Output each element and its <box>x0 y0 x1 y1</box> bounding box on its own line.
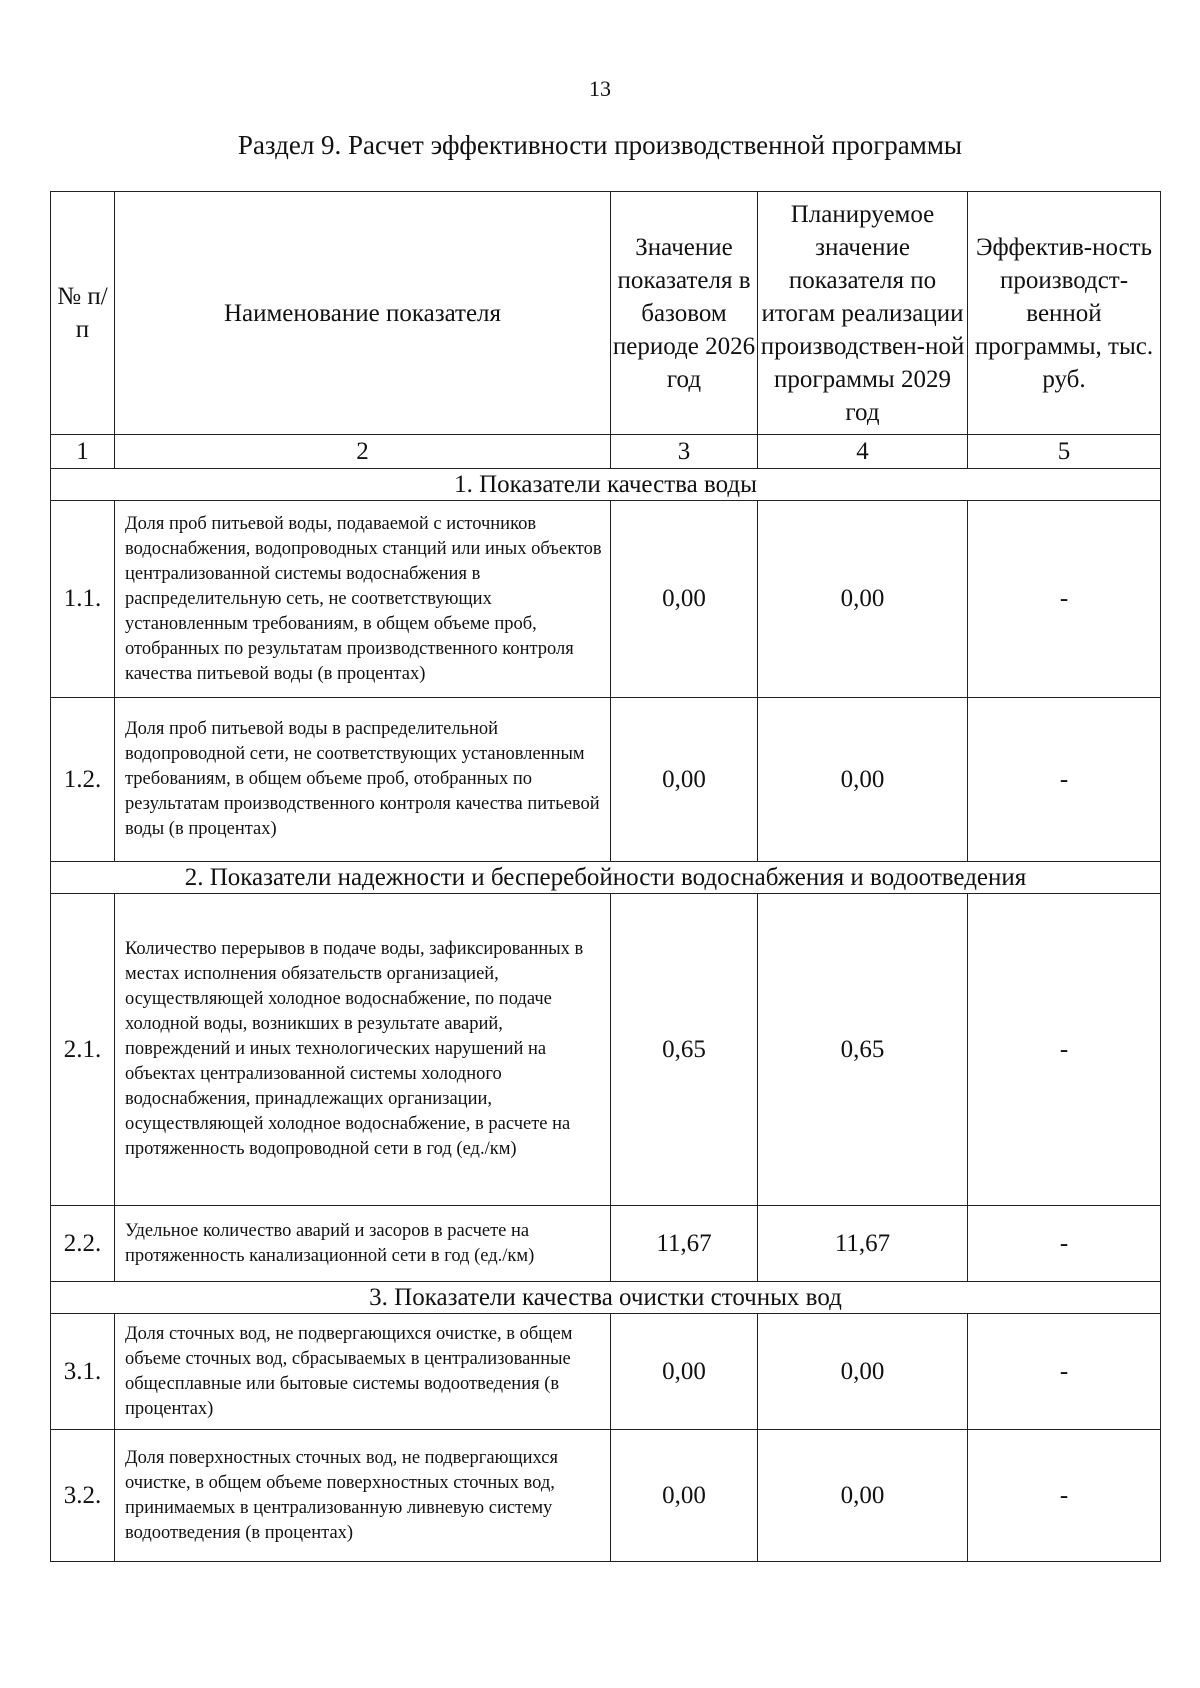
table-row <box>51 501 1161 698</box>
efficiency-value: - <box>968 1430 1161 1562</box>
indicator-name: Количество перерывов в подаче воды, зафиксированных в местах исполнения обязательств организацией, осуществляющей холодное водоснабжение, по подаче холодной воды, возникших в результате аварий, повреждений и иных технологических нарушений на объектах централизованной системы холодного водоснабжения, принадлежащих организации, осуществляющей холодное водоснабжение, в расчете на протяженность водопроводной сети в год (ед./км) <box>115 894 611 1206</box>
table-row <box>51 1314 1161 1430</box>
efficiency-table <box>50 191 1161 1562</box>
column-number: 1 <box>51 435 115 469</box>
column-number: 2 <box>115 435 611 469</box>
row-number: 2.2. <box>51 1206 115 1282</box>
planned-value: 0,00 <box>758 1430 968 1562</box>
section-header-row <box>51 862 1161 894</box>
row-number: 2.1. <box>51 894 115 1206</box>
planned-value: 0,65 <box>758 894 968 1206</box>
efficiency-value: - <box>968 698 1161 862</box>
column-number: 3 <box>611 435 758 469</box>
page-number: 13 <box>589 76 611 101</box>
header-base-value: Значение показателя в базовом периоде 2026 год <box>611 192 758 435</box>
column-number-row <box>51 435 1161 469</box>
row-number: 1.1. <box>51 501 115 698</box>
indicator-name: Доля сточных вод, не подвергающихся очистке, в общем объеме сточных вод, сбрасываемых в централизованные общесплавные или бытовые системы водоотведения (в процентах) <box>115 1314 611 1430</box>
row-number: 3.1. <box>51 1314 115 1430</box>
section-header-row <box>51 1282 1161 1314</box>
section-header: 1. Показатели качества воды <box>51 469 1161 501</box>
indicator-name: Удельное количество аварий и засоров в расчете на протяженность канализационной сети в год (ед./км) <box>115 1206 611 1282</box>
row-number: 1.2. <box>51 698 115 862</box>
planned-value: 0,00 <box>758 698 968 862</box>
table-row <box>51 1430 1161 1562</box>
header-row <box>51 192 1161 435</box>
efficiency-value: - <box>968 894 1161 1206</box>
header-name: Наименование показателя <box>115 192 611 435</box>
header-planned-value: Планируемое значение показателя по итогам реализации производствен-ной программы 2029 год <box>758 192 968 435</box>
base-value: 0,00 <box>611 501 758 698</box>
indicator-name: Доля поверхностных сточных вод, не подвергающихся очистке, в общем объеме поверхностных сточных вод, принимаемых в централизованную ливневую систему водоотведения (в процентах) <box>115 1430 611 1562</box>
base-value: 0,00 <box>611 698 758 862</box>
table-row <box>51 1206 1161 1282</box>
planned-value: 0,00 <box>758 501 968 698</box>
row-number: 3.2. <box>51 1430 115 1562</box>
planned-value: 11,67 <box>758 1206 968 1282</box>
section-header: 2. Показатели надежности и бесперебойности водоснабжения и водоотведения <box>51 862 1161 894</box>
base-value: 11,67 <box>611 1206 758 1282</box>
header-efficiency: Эффектив-ность производст-венной программы, тыс. руб. <box>968 192 1161 435</box>
table-row <box>51 698 1161 862</box>
base-value: 0,00 <box>611 1430 758 1562</box>
efficiency-value: - <box>968 1206 1161 1282</box>
section-title: Раздел 9. Расчет эффективности производственной программы <box>237 130 963 160</box>
section-header-row <box>51 469 1161 501</box>
planned-value: 0,00 <box>758 1314 968 1430</box>
section-header: 3. Показатели качества очистки сточных вод <box>51 1282 1161 1314</box>
base-value: 0,00 <box>611 1314 758 1430</box>
table-row <box>51 894 1161 1206</box>
indicator-name: Доля проб питьевой воды в распределительной водопроводной сети, не соответствующих установленным требованиям, в общем объеме проб, отобранных по результатам производственного контроля качества питьевой воды (в процентах) <box>115 698 611 862</box>
column-number: 4 <box>758 435 968 469</box>
indicator-name: Доля проб питьевой воды, подаваемой с источников водоснабжения, водопроводных станций или иных объектов централизованной системы водоснабжения в распределительную сеть, не соответствующих установленным требованиям, в общем объеме проб, отобранных по результатам производственного контроля качества питьевой воды (в процентах) <box>115 501 611 698</box>
column-number: 5 <box>968 435 1161 469</box>
header-num: № п/п <box>51 192 115 435</box>
efficiency-value: - <box>968 1314 1161 1430</box>
base-value: 0,65 <box>611 894 758 1206</box>
efficiency-value: - <box>968 501 1161 698</box>
